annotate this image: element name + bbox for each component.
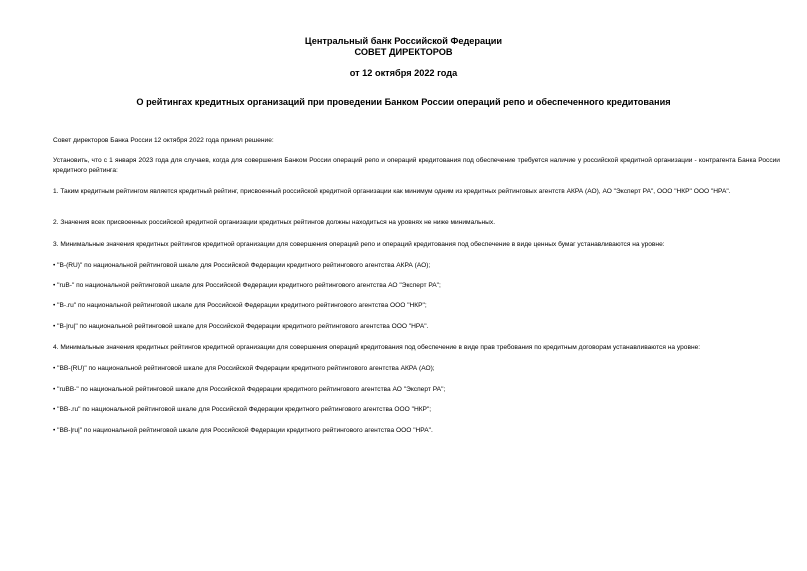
header-org: Центральный банк Российской Федерации	[304, 36, 503, 46]
clause-3-item: • "B-|ru|" по национальной рейтинговой шкале для Российской Федерации кредитного рейтингового агентства ООО "НРА".	[53, 323, 429, 330]
clause-4-item: • "BB-|ru|" по национальной рейтинговой шкале для Российской Федерации кредитного рейтингового агентства ООО "НРА".	[53, 427, 433, 434]
establish-paragraph: Установить, что с 1 января 2023 года для случаев, когда для совершения Банком России операций репо и операций кредитования под обеспечение требуется наличие у российской кредитной организации - контрагента Банка России кредитного рейтинга:	[53, 157, 780, 174]
clause-4: 4. Минимальные значения кредитных рейтингов кредитной организации для совершения операций кредитования под обеспечение в виде прав требования по кредитным договорам устанавливаются на уровне:	[53, 344, 701, 351]
clause-3-item: • "ruB-" по национальной рейтинговой шкале для Российской Федерации кредитного рейтингового агентства АО "Эксперт РА";	[53, 282, 441, 289]
document-title: О рейтингах кредитных организаций при проведении Банком России операций репо и обеспеченного кредитования	[136, 97, 671, 107]
clause-3-item: • "B-.ru" по национальной рейтинговой шкале для Российской Федерации кредитного рейтингового агентства ООО "НКР";	[53, 302, 427, 309]
header-board: СОВЕТ ДИРЕКТОРОВ	[354, 47, 453, 57]
clause-2: 2. Значения всех присвоенных российской кредитной организации кредитных рейтингов должны находиться на уровнях не ниже минимальных.	[53, 219, 496, 226]
intro-paragraph: Совет директоров Банка России 12 октября 2022 года принял решение:	[53, 137, 274, 144]
clause-1: 1. Таким кредитным рейтингом является кредитный рейтинг, присвоенный российской кредитной организации как минимум одним из кредитных рейтинговых агентств АКРА (АО), АО "Эксперт РА", ООО "НКР" ООО "НРА".	[53, 188, 731, 195]
clause-4-item: • "BB-.ru" по национальной рейтинговой шкале для Российской Федерации кредитного рейтингового агентства ООО "НКР";	[53, 406, 432, 413]
clause-3: 3. Минимальные значения кредитных рейтингов кредитной организации для совершения операций репо и операций кредитования под обеспечение в виде ценных бумаг устанавливаются на уровне:	[53, 241, 665, 248]
clause-4-item: • "BB-(RU)" по национальной рейтинговой шкале для Российской Федерации кредитного рейтингового агентства АКРА (АО);	[53, 365, 435, 372]
clause-4-item: • "ruBB-" по национальной рейтинговой шкале для Российской Федерации кредитного рейтингового агентства АО "Эксперт РА";	[53, 386, 446, 393]
clause-3-item: • "B-(RU)" по национальной рейтинговой шкале для Российской Федерации кредитного рейтингового агентства АКРА (АО);	[53, 262, 431, 269]
header-date: от 12 октября 2022 года	[349, 68, 458, 78]
